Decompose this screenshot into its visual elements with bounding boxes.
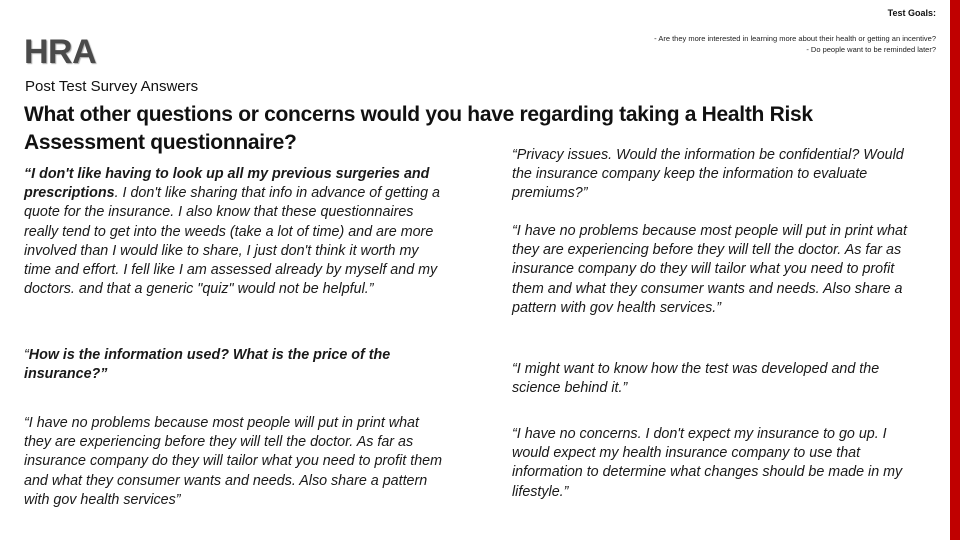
answer-quote: “Privacy issues. Would the information be confidential? Would the insurance company keep the information to evaluate premiums?”	[512, 147, 904, 202]
answer-quote-open: “	[24, 347, 29, 363]
answer-quote-bold: “I don't like having to look up all my previous surgeries and prescriptions	[24, 166, 430, 202]
answer-quote: “I might want to know how the test was developed and the science behind it.”	[512, 361, 880, 397]
answer-quote-bold: How is the information used? What is the price of the insurance?”	[24, 347, 391, 383]
test-goals-title: Test Goals:	[887, 8, 936, 18]
answer-quote: “I have no problems because most people will put in print what they are experiencing before they will tell the doctor. As far as insurance company do they will tailor what you need to profit them and what they consumer wants and needs. Also share a pattern with gov health services”	[24, 415, 443, 508]
test-goal-item: - Do people want to be reminded later?	[806, 45, 936, 54]
answer-quote: “I have no problems because most people will put in print what they are experiencing before they will tell the doctor. As far as insurance company do they will tailor what you need to profit them and what they consumer wants and needs. Also share a pattern with gov health services.”	[512, 223, 907, 316]
test-goal-item: - Are they more interested in learning more about their health or getting an incentive?	[654, 34, 936, 43]
accent-bar	[950, 0, 960, 540]
answer-quote-text: . I don't like sharing that info in advance of getting a quote for the insurance. I also know that these questionnaires really tend to get into the weeds (take a lot of time) and are more involved than I would like to share, I just don't think it worth my time and effort. I fell like I am assessed already by myself and my doctors. and that a generic "quiz" would not be helpful.”	[24, 185, 440, 298]
slide-subtitle: Post Test Survey Answers	[25, 78, 199, 95]
answer-quote	[24, 346, 434, 384]
answer-quote	[24, 165, 444, 299]
slide-title: HRA	[24, 33, 97, 71]
survey-question: What other questions or concerns would you have regarding taking a Health Risk Assessment questionnaire?	[24, 103, 813, 154]
answer-quote: “I have no concerns. I don't expect my insurance to go up. I would expect my health insurance company to use that information to determine what changes should be made in my lifestyle.”	[512, 426, 903, 500]
test-goals-list	[516, 33, 936, 55]
